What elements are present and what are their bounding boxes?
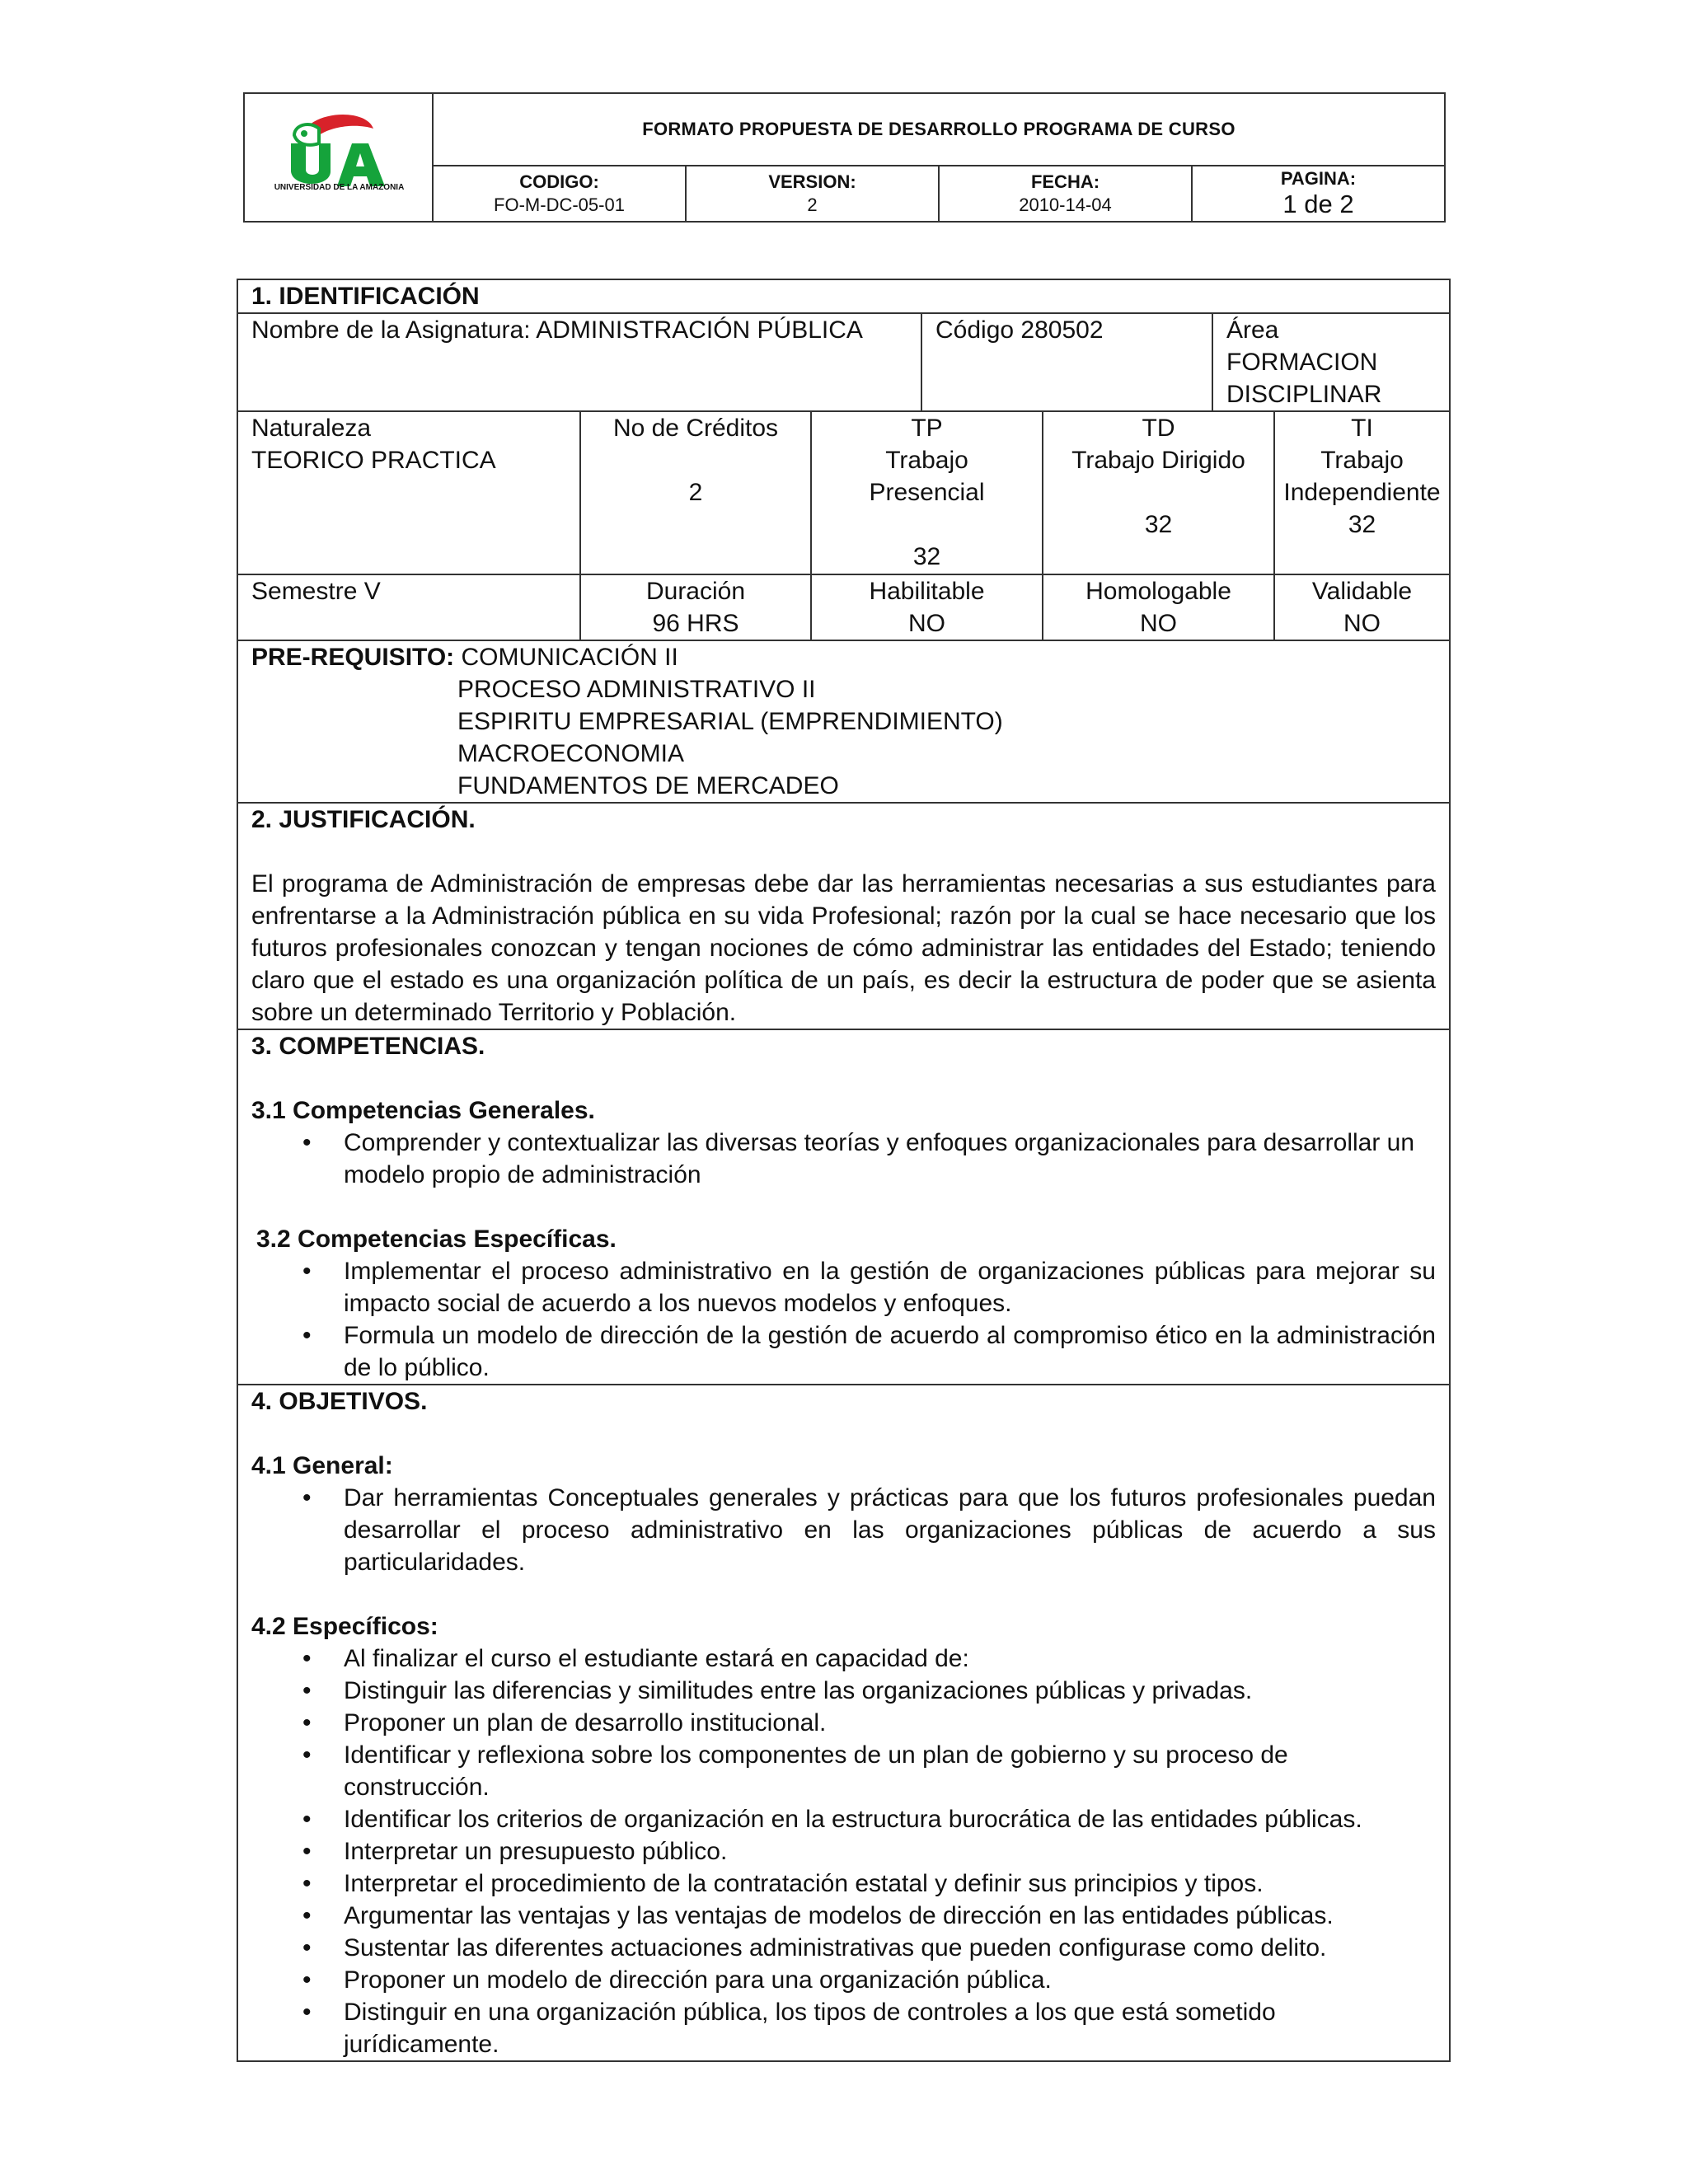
naturaleza-cell (238, 412, 581, 574)
justificacion-text: El programa de Administración de empresas debe dar las herramientas necesarias a sus estudiantes para enfrentarse a la Administración pública en su vida Profesional; razón por la cual se hace necesario que los futuros profesionales conozcan y tengan nociones de cómo administrar las entidades del Estado; teniendo claro que el estado es una organización política de un país, es decir la estructura de poder que se asienta sobre un determinado Territorio y Población. (251, 870, 1436, 1026)
objetivos-especificos-heading: 4.2 Específicos: (251, 1613, 438, 1640)
competencias-section (238, 1030, 1449, 1385)
asignatura-cell: Nombre de la Asignatura: ADMINISTRACIÓN PÚBLICA (238, 314, 922, 410)
td-value: 32 (1144, 511, 1173, 538)
list-item: • Distinguir las diferencias y similitudes entre las organizaciones públicas y privadas. (344, 1675, 1436, 1707)
td-desc: Trabajo Dirigido (1071, 447, 1245, 474)
version-value: 2 (807, 194, 818, 215)
toucan-logo-icon (276, 110, 400, 193)
justificacion-section (238, 804, 1449, 1030)
course-program-table (237, 279, 1451, 2062)
tp-value: 32 (912, 543, 941, 570)
list-item: • Interpretar el procedimiento de la contratación estatal y definir sus principios y tipos. (344, 1868, 1436, 1900)
list-item: • Sustentar las diferentes actuaciones administrativas que pueden configurase como delito. (344, 1932, 1436, 1964)
justificacion-heading: 2. JUSTIFICACIÓN. (251, 806, 476, 833)
habilitable-cell (812, 575, 1043, 640)
prerequisito-item: FUNDAMENTOS DE MERCADEO (457, 772, 839, 799)
habilitable-label: Habilitable (869, 578, 985, 605)
creditos-label: No de Créditos (612, 415, 779, 442)
prerequisito-item: COMUNICACIÓN II (461, 644, 678, 671)
list-item: • Implementar el proceso administrativo en la gestión de organizaciones públicas para mejorar su impacto social de acuerdo a los nuevos modelos y enfoques. (344, 1255, 1436, 1319)
codigo-cell (434, 166, 687, 221)
creditos-cell (581, 412, 812, 574)
prerequisito-first-line (251, 641, 1436, 673)
naturaleza-row (238, 412, 1449, 575)
identificacion-heading-row (238, 280, 1449, 314)
list-item: • Interpretar un presupuesto público. (344, 1835, 1436, 1868)
area-cell: Área FORMACION DISCIPLINAR (1226, 316, 1382, 408)
list-item: • Comprender y contextualizar las diversas teorías y enfoques organizacionales para desarrollar un modelo propio de administración (344, 1127, 1436, 1191)
creditos-value: 2 (688, 479, 703, 506)
prerequisito-item: MACROECONOMIA (457, 740, 685, 767)
pagina-label: PAGINA: (1280, 168, 1357, 189)
habilitable-value: NO (908, 610, 945, 637)
competencias-heading: 3. COMPETENCIAS. (251, 1033, 485, 1060)
list-item: • Dar herramientas Conceptuales generales y prácticas para que los futuros profesionales puedan desarrollar el proceso administrativo en las organizaciones públicas de acuerdo a sus particularidades. (344, 1482, 1436, 1578)
objetivo-general-list (251, 1482, 1436, 1578)
fecha-cell (940, 166, 1193, 221)
semestre-cell (238, 575, 581, 640)
version-label: VERSION: (768, 171, 856, 192)
naturaleza-value: TEORICO PRACTICA (251, 447, 496, 474)
naturaleza-label: Naturaleza (251, 415, 372, 442)
tp-desc: Trabajo Presencial (869, 447, 985, 506)
list-item: • Distinguir en una organización pública, los tipos de controles a los que está sometido jurídicamente. (344, 1996, 1436, 2060)
fecha-value: 2010-14-04 (1019, 194, 1112, 215)
list-item: • Argumentar las ventajas y las ventajas de modelos de dirección en las entidades públicas. (344, 1900, 1436, 1932)
ti-label: TI (1351, 415, 1373, 442)
prerequisito-row (238, 641, 1449, 804)
td-label: TD (1142, 415, 1175, 442)
objetivos-heading: 4. OBJETIVOS. (251, 1388, 428, 1415)
identificacion-heading: 1. IDENTIFICACIÓN (251, 283, 480, 310)
list-item: • Proponer un plan de desarrollo institucional. (344, 1707, 1436, 1739)
competencias-generales-list (251, 1127, 1436, 1191)
prerequisito-label: PRE-REQUISITO: (251, 644, 455, 671)
td-cell (1043, 412, 1275, 574)
ti-value: 32 (1348, 511, 1376, 538)
codigo-asignatura-cell: Código 280502 (922, 314, 1213, 410)
objetivos-section (238, 1385, 1449, 2060)
objetivos-especificos-list (251, 1643, 1436, 2060)
competencias-especificas-heading: 3.2 Competencias Específicas. (256, 1226, 617, 1253)
tp-label: TP (911, 415, 943, 442)
prerequisito-item: ESPIRITU EMPRESARIAL (EMPRENDIMIENTO) (457, 708, 1003, 735)
validable-value: NO (1343, 610, 1381, 637)
semestre-value: Semestre V (251, 578, 381, 605)
asignatura-row (238, 314, 1449, 412)
prerequisito-item: PROCESO ADMINISTRATIVO II (457, 676, 816, 703)
codigo-value: FO-M-DC-05-01 (494, 194, 625, 215)
homologable-value: NO (1140, 610, 1177, 637)
list-item: • Al finalizar el curso el estudiante estará en capacidad de: (344, 1643, 1436, 1675)
validable-cell (1275, 575, 1449, 640)
fecha-label: FECHA: (1030, 171, 1100, 192)
tp-cell (812, 412, 1043, 574)
document-header (243, 92, 1446, 223)
semestre-row (238, 575, 1449, 641)
list-item: • Identificar los criterios de organización en la estructura burocrática de las entidades públicas. (344, 1803, 1436, 1835)
duracion-label: Duración (645, 578, 746, 605)
duracion-cell (581, 575, 812, 640)
objetivo-general-heading: 4.1 General: (251, 1452, 393, 1479)
competencias-especificas-list (251, 1255, 1436, 1384)
list-item: • Identificar y reflexiona sobre los componentes de un plan de gobierno y su proceso de construcción. (344, 1739, 1436, 1803)
version-cell (687, 166, 940, 221)
list-item: • Proponer un modelo de dirección para una organización pública. (344, 1964, 1436, 1996)
homologable-cell (1043, 575, 1275, 640)
competencias-generales-heading: 3.1 Competencias Generales. (251, 1097, 595, 1124)
pagina-cell (1193, 166, 1444, 221)
codigo-label: CODIGO: (519, 171, 599, 192)
ti-desc: Trabajo Independiente (1283, 447, 1441, 506)
validable-label: Validable (1311, 578, 1413, 605)
pagina-value: 1 de 2 (1282, 190, 1354, 218)
homologable-label: Homologable (1085, 578, 1231, 605)
university-logo (245, 94, 434, 221)
list-item: • Formula un modelo de dirección de la gestión de acuerdo al compromiso ético en la administración de lo público. (344, 1319, 1436, 1384)
form-title: FORMATO PROPUESTA DE DESARROLLO PROGRAMA DE CURSO (434, 94, 1444, 166)
ti-cell (1275, 412, 1449, 574)
header-meta-cells (434, 166, 1444, 221)
prerequisito-list (251, 673, 1436, 802)
university-name: UNIVERSIDAD DE LA AMAZONIA (274, 183, 405, 192)
duracion-value: 96 HRS (652, 610, 739, 637)
